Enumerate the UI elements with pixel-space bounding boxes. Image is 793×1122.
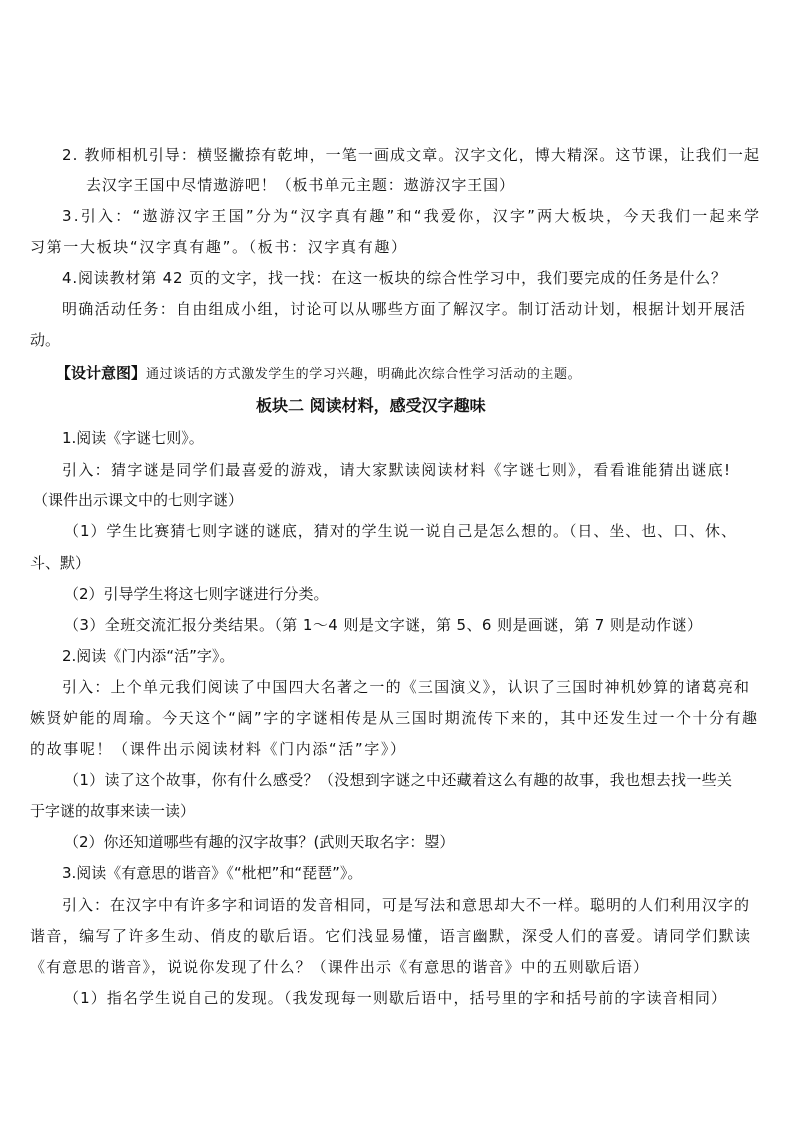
paragraph-line: （3）全班交流汇报分类结果。（第 1～4 则是文字谜，第 5、6 则是画谜，第 7 则是动作谜）: [64, 616, 703, 634]
paragraph-line: （1）指名学生说自己的发现。（我发现每一则歇后语中，括号里的字和括号前的字读音相同）: [64, 989, 728, 1007]
paragraph-line: 嫉贤妒能的周瑜。今天这个“阔”字的字谜相传是从三国时期流传下来的，其中还发生过一个十分有趣: [30, 709, 759, 727]
paragraph-line: 2. 教师相机引导：横竖撇捺有乾坤，一笔一画成文章。汉字文化，博大精深。这节课，让我们一起: [62, 146, 761, 164]
paragraph-line: 3.阅读《有意思的谐音》《“枇杷”和“琵琶”》。: [62, 864, 363, 882]
design-intent-text: 通过谈话的方式激发学生的学习兴趣，明确此次综合性学习活动的主题。: [146, 367, 582, 382]
paragraph-line: 于字谜的故事来读一读）: [30, 802, 196, 820]
paragraph-line: 去汉字王国中尽情遨游吧！（板书单元主题：遨游汉字王国）: [86, 176, 515, 194]
paragraph-line: 斗、默）: [30, 554, 91, 572]
paragraph-line: 《有意思的谐音》，说说你发现了什么？（课件出示《有意思的谐音》中的五则歇后语）: [30, 958, 650, 976]
paragraph-line: （课件出示课文中的七则字谜）: [33, 491, 244, 509]
paragraph-line: （1）学生比赛猜七则字谜的谜底，猜对的学生说一说自己是怎么想的。（日、坐、也、口、休、: [64, 522, 737, 540]
paragraph-line: （2）你还知道哪些有趣的汉字故事？(武则天取名字：曌）: [64, 833, 455, 851]
section-heading: 板块二 阅读材料，感受汉字趣味: [256, 396, 486, 415]
paragraph-line: 引入：猜字谜是同学们最喜爱的游戏，请大家默读阅读材料《字谜七则》，看看谁能猜出谜底!: [62, 461, 732, 479]
paragraph-line: 1.阅读《字谜七则》。: [62, 429, 204, 447]
paragraph-line: 3.引入：“遨游汉字王国”分为“汉字真有趣”和“我爱你，汉字”两大板块，今天我们一起来学: [62, 207, 762, 225]
design-intent-label: 【设计意图】: [56, 364, 147, 382]
paragraph-line: 引入：上个单元我们阅读了中国四大名著之一的《三国演义》，认识了三国时神机妙算的诸葛亮和: [62, 678, 751, 696]
paragraph-line: 2.阅读《门内添“活”字》。: [62, 647, 235, 665]
paragraph-line: 4.阅读教材第 42 页的文字，找一找：在这一板块的综合性学习中，我们要完成的任务是什么？: [62, 269, 727, 287]
paragraph-line: 明确活动任务：自由组成小组，讨论可以从哪些方面了解汉字。制订活动计划，根据计划开展活: [62, 300, 747, 318]
design-intent: [56, 362, 581, 383]
paragraph-line: 习第一大板块“汉字真有趣”。（板书：汉字真有趣）: [30, 238, 408, 256]
paragraph-line: 引入：在汉字中有许多字和词语的发音相同，可是写法和意思却大不一样。聪明的人们利用汉字的: [62, 896, 750, 914]
paragraph-line: 动。: [30, 331, 61, 349]
paragraph-line: （2）引导学生将这七则字谜进行分类。: [64, 585, 329, 603]
paragraph-line: 谐音，编写了许多生动、俏皮的歇后语。它们浅显易懂，语言幽默，深受人们的喜爱。请同学们默读: [30, 927, 752, 945]
paragraph-line: 的故事呢！（课件出示阅读材料《门内添“活”字》）: [30, 740, 407, 758]
paragraph-line: （1）读了这个故事，你有什么感受？（没想到字谜之中还藏着这么有趣的故事，我也想去找一些关: [64, 771, 733, 789]
